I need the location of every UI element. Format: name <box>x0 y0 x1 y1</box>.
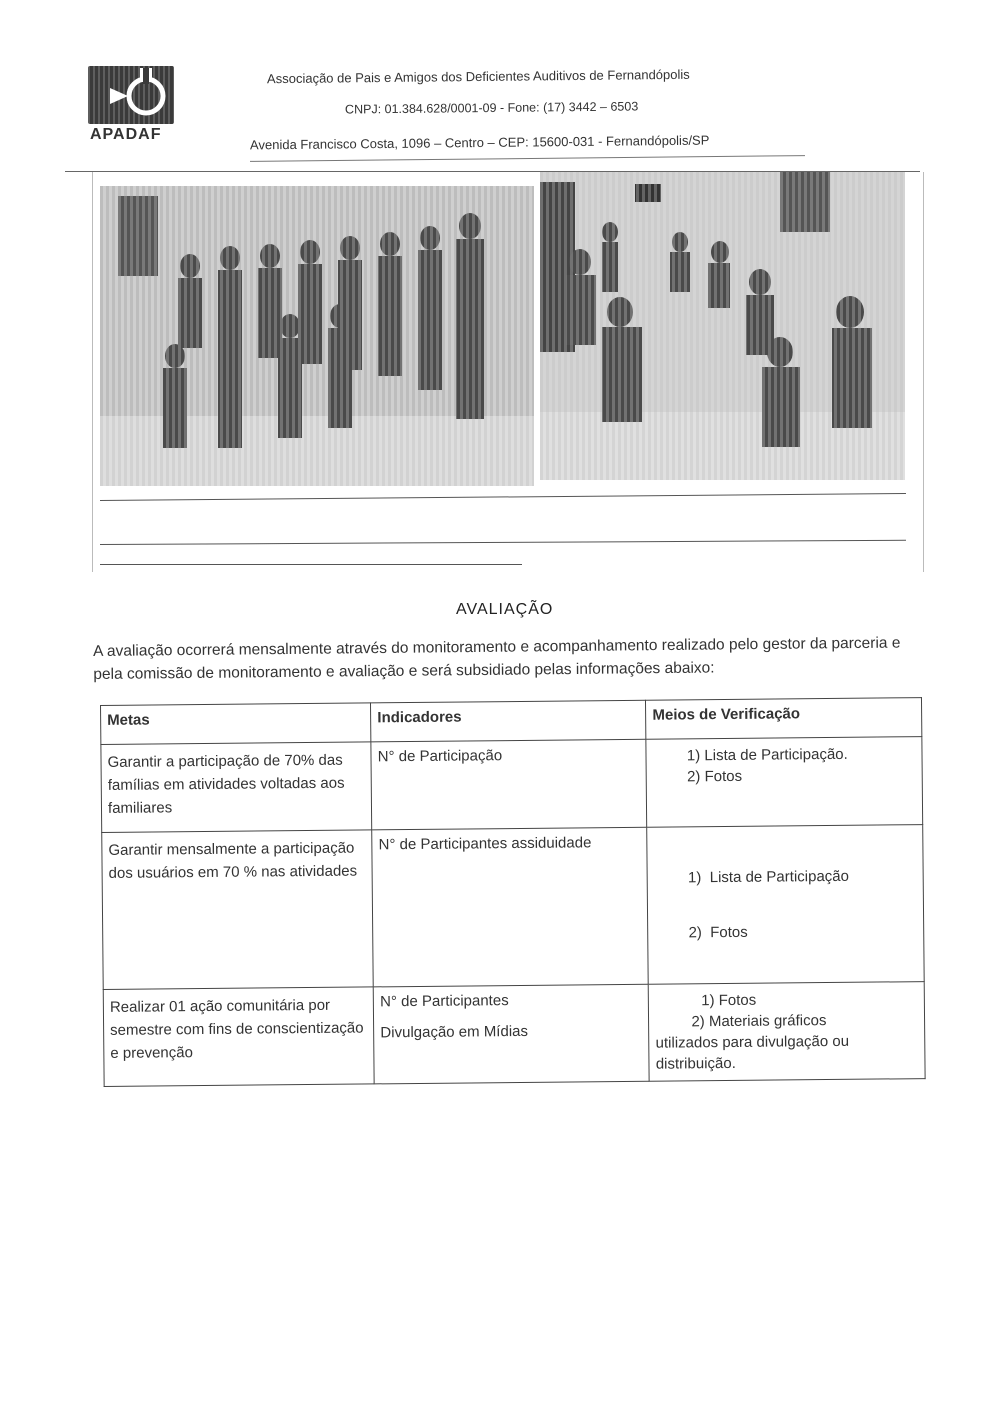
meta-cell: Garantir a participação de 70% das famílias em atividades voltadas aos familiares <box>101 742 372 833</box>
evaluation-table <box>100 697 926 1087</box>
meta-cell: Realizar 01 ação comunitária por semestre com fins de conscientização e prevenção <box>103 987 374 1087</box>
meio-item: 2) Fotos <box>686 767 743 786</box>
meeting-photo <box>540 172 905 480</box>
indicador-cell <box>373 984 649 1084</box>
meios-cell <box>649 982 926 1082</box>
blank-line <box>100 564 522 565</box>
table-row <box>102 825 924 990</box>
meios-cell <box>646 737 923 828</box>
table-row <box>101 737 923 833</box>
organization-name: Associação de Pais e Amigos dos Deficientes Auditivos de Fernandópolis <box>266 66 690 87</box>
meio-item: 1) Fotos <box>701 991 757 1010</box>
meio-item: 2) Fotos <box>688 923 748 942</box>
address: Avenida Francisco Costa, 1096 – Centro – CEP: 15600-031 - Fernandópolis/SP <box>249 132 710 153</box>
meio-item: 1) Lista de Participação <box>687 867 850 887</box>
meio-item: 2) Materiais gráficos <box>691 1012 827 1031</box>
section-intro: A avaliação ocorrerá mensalmente através do monitoramento e acompanhamento realizado pelo gestor da parceria e pela comissão de monitoramento e avaliação e será subsidiado pelas informações abaixo: <box>93 634 901 683</box>
column-header-indicadores: Indicadores <box>371 700 646 742</box>
cnpj-phone: CNPJ: 01.384.628/0001-09 - Fone: (17) 3442 – 6503 <box>344 99 639 117</box>
indicador-item: N° de Participantes assiduidade <box>378 834 592 854</box>
logo-emblem <box>88 66 174 124</box>
indicador-cell <box>372 827 649 987</box>
header-underline <box>250 155 805 162</box>
evaluation-table-wrap <box>100 697 926 1087</box>
column-header-meios: Meios de Verificação <box>646 698 922 740</box>
meio-item: 1) Lista de Participação. <box>686 745 848 765</box>
indicador-item: Divulgação em Mídias <box>380 1022 529 1042</box>
meio-item: utilizados para divulgação ou distribuição. <box>655 1032 850 1073</box>
indicador-cell <box>371 739 647 830</box>
indicador-item: N° de Participação <box>377 747 503 766</box>
group-photo <box>100 186 534 486</box>
meta-cell: Garantir mensalmente a participação dos usuários em 70 % nas atividades <box>102 830 374 990</box>
table-row <box>103 982 925 1087</box>
column-header-metas: Metas <box>101 703 372 745</box>
meios-cell <box>647 825 924 985</box>
logo-text: APADAF <box>90 126 162 143</box>
apadaf-logo <box>88 66 178 146</box>
section-title: AVALIAÇÃO <box>456 601 554 618</box>
indicador-item: N° de Participantes <box>380 992 509 1011</box>
